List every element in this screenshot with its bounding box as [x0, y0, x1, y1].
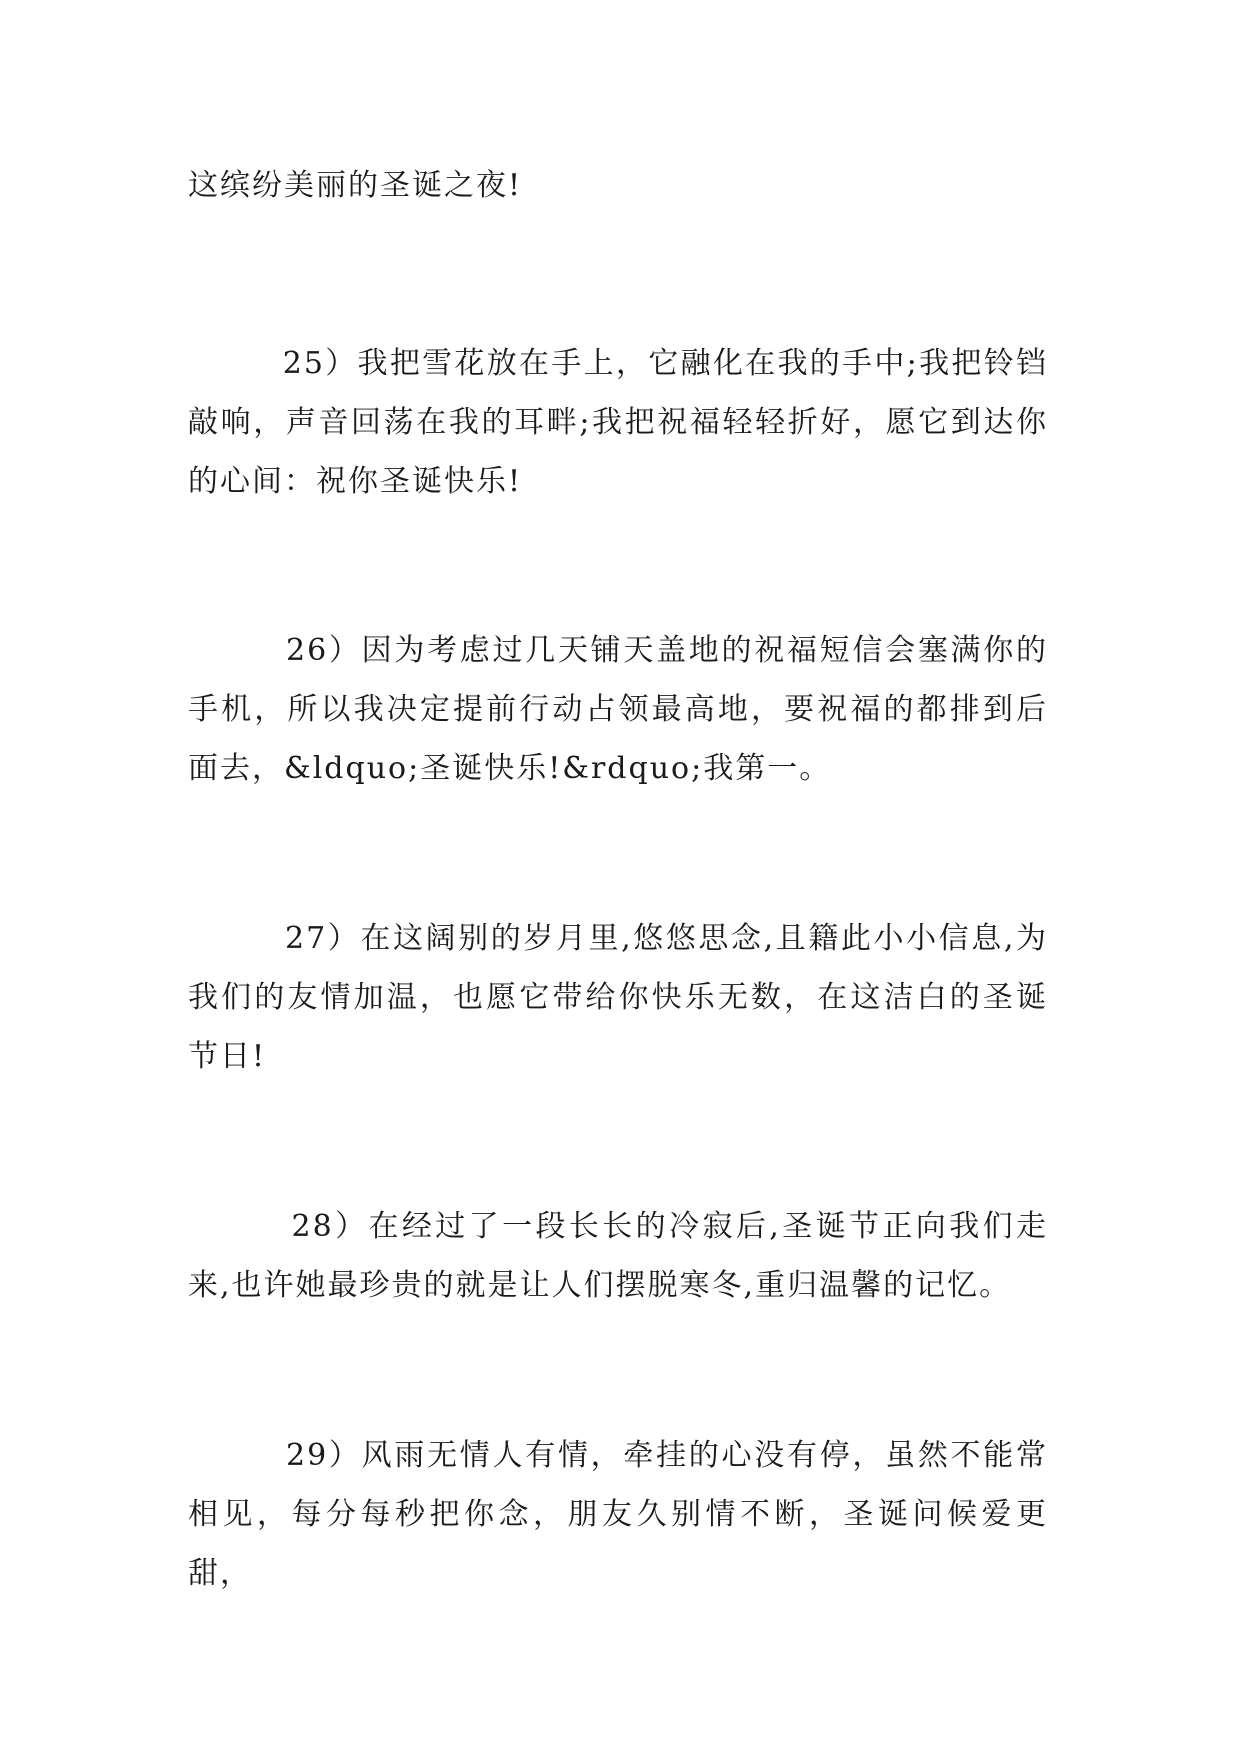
paragraph-26: 26）因为考虑过几天铺天盖地的祝福短信会塞满你的手机，所以我决定提前行动占领最高地，要祝福的都排到后面去，&ldquo;圣诞快乐!&rdquo;我第一。 — [188, 633, 1048, 786]
paragraph-continuation: 这缤纷美丽的圣诞之夜! — [188, 168, 523, 203]
paragraph-28: 28）在经过了一段长长的冷寂后,圣诞节正向我们走来,也许她最珍贵的就是让人们摆脱寒冬,重归温馨的记忆。 — [188, 1209, 1048, 1303]
paragraph-29: 29）风雨无情人有情，牵挂的心没有停，虽然不能常相见，每分每秒把你念，朋友久别情不断，圣诞问候爱更甜， — [188, 1438, 1048, 1591]
paragraph-25: 25）我把雪花放在手上，它融化在我的手中;我把铃铛敲响，声音回荡在我的耳畔;我把祝福轻轻折好，愿它到达你的心间：祝你圣诞快乐! — [188, 346, 1049, 499]
paragraph-27: 27）在这阔别的岁月里,悠悠思念,且籍此小小信息,为我们的友情加温，也愿它带给你快乐无数，在这洁白的圣诞节日! — [188, 921, 1048, 1074]
